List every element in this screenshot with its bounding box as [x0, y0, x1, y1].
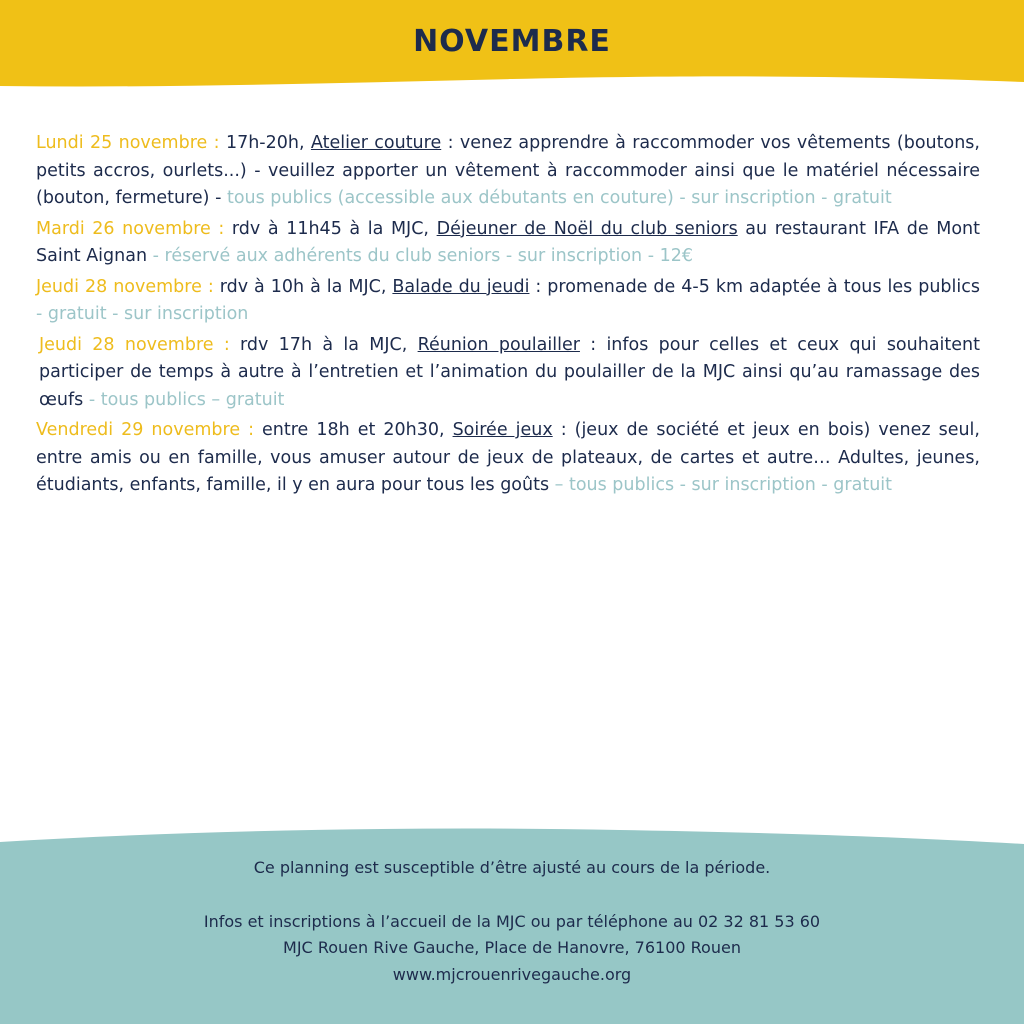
event-time: rdv à 11h45 à la MJC,: [224, 218, 437, 239]
planning-notice: Ce planning est susceptible d’être ajusté au cours de la période.: [253, 858, 771, 877]
event-list: [36, 130, 980, 503]
event-description: au restaurant IFA de Mont Saint Aignan: [36, 218, 980, 266]
event-description: : venez apprendre à raccommoder vos vêtements (boutons, petits accros, ourlets...) - veuillez apporter un vêtement à raccommoder ainsi que le matériel nécessaire (bouton, fermeture) -: [36, 133, 980, 208]
event-date: Jeudi 28 novembre :: [39, 334, 230, 355]
event-time: rdv 17h à la MJC,: [229, 334, 418, 355]
event-activity: Soirée jeux: [452, 420, 553, 440]
event-date: Lundi 25 novembre :: [36, 133, 220, 153]
footer-banner: [0, 820, 1024, 1024]
event-activity: Déjeuner de Noël du club seniors: [436, 218, 738, 239]
event-item: [36, 417, 980, 500]
event-item: [36, 216, 980, 271]
event-meta: tous publics (accessible aux débutants en couture) - sur inscription - gratuit: [226, 188, 892, 208]
event-item: [36, 130, 980, 213]
event-activity: Balade du jeudi: [392, 276, 530, 297]
event-meta: - tous publics – gratuit: [88, 389, 285, 410]
header-banner: [0, 0, 1024, 110]
event-meta: – tous publics - sur inscription - gratuit: [554, 475, 893, 495]
event-description: : promenade de 4-5 km adaptée à tous les publics: [529, 276, 980, 297]
event-time: entre 18h et 20h30,: [254, 420, 453, 440]
event-meta: - réservé aux adhérents du club seniors - sur inscription - 12€: [152, 246, 693, 266]
event-activity: Atelier couture: [310, 133, 442, 153]
event-time: rdv à 10h à la MJC,: [213, 276, 393, 297]
event-meta: - gratuit - sur inscription: [36, 304, 249, 324]
event-date: Vendredi 29 novembre :: [36, 420, 254, 440]
event-description: : (jeux de société et jeux en bois) venez seul, entre amis ou en famille, vous amuser autour de jeux de plateaux, de cartes et autre… Adultes, jeunes, étudiants, enfants, famille, il y en aura pour tous les goûts: [36, 420, 980, 495]
event-date: Mardi 26 novembre :: [36, 218, 225, 239]
contact-info: Infos et inscriptions à l’accueil de la MJC ou par téléphone au 02 32 81 53 60: [203, 912, 821, 931]
page-title: NOVEMBRE: [413, 24, 611, 59]
address: MJC Rouen Rive Gauche, Place de Hanovre, 76100 Rouen: [283, 938, 741, 957]
event-activity: Réunion poulailler: [417, 334, 580, 355]
website-link[interactable]: www.mjcrouenrivegauche.org: [392, 965, 632, 984]
event-description: : infos pour celles et ceux qui souhaitent participer de temps à autre à l’entretien et l’animation du poulailler de la MJC ainsi qu’au ramassage des œufs: [39, 334, 980, 410]
event-date: Jeudi 28 novembre :: [36, 276, 214, 297]
event-item: [36, 332, 980, 415]
event-time: 17h-20h,: [219, 133, 311, 153]
event-item: [36, 274, 980, 329]
